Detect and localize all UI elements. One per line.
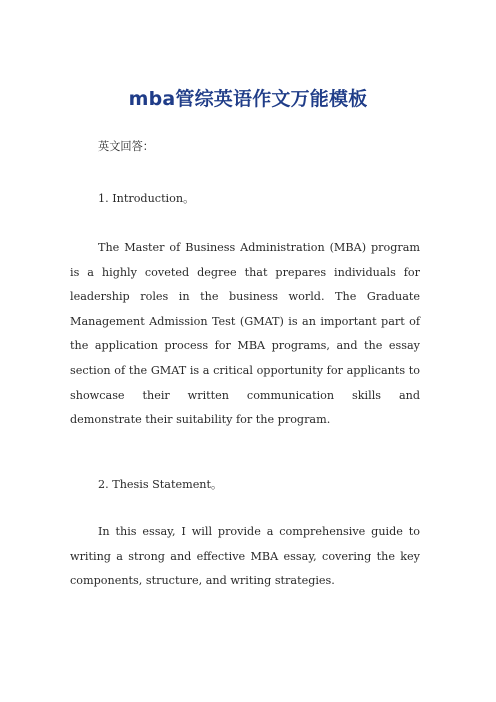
answer-label: 英文回答：: [98, 140, 154, 153]
section-body-introduction: The Master of Business Administration (MBA) program is a highly coveted degree that prepares individuals for leadership roles in the business world. The Graduate Management Admission Test (GMAT) is an important part of the application process for MBA programs, and the essay section of the GMAT is a critical opportunity for applicants to showcase their written communication skills and demonstrate their suitability for the program.: [70, 241, 420, 427]
section-heading-introduction: 1. Introduction。: [98, 192, 195, 205]
section-body-thesis: In this essay, I will provide a comprehensive guide to writing a strong and effective MBA essay, covering the key components, structure, and writing strategies.: [70, 525, 420, 588]
section-heading-thesis: 2. Thesis Statement。: [98, 478, 223, 491]
document-title: mba管综英语作文万能模板: [128, 88, 368, 110]
